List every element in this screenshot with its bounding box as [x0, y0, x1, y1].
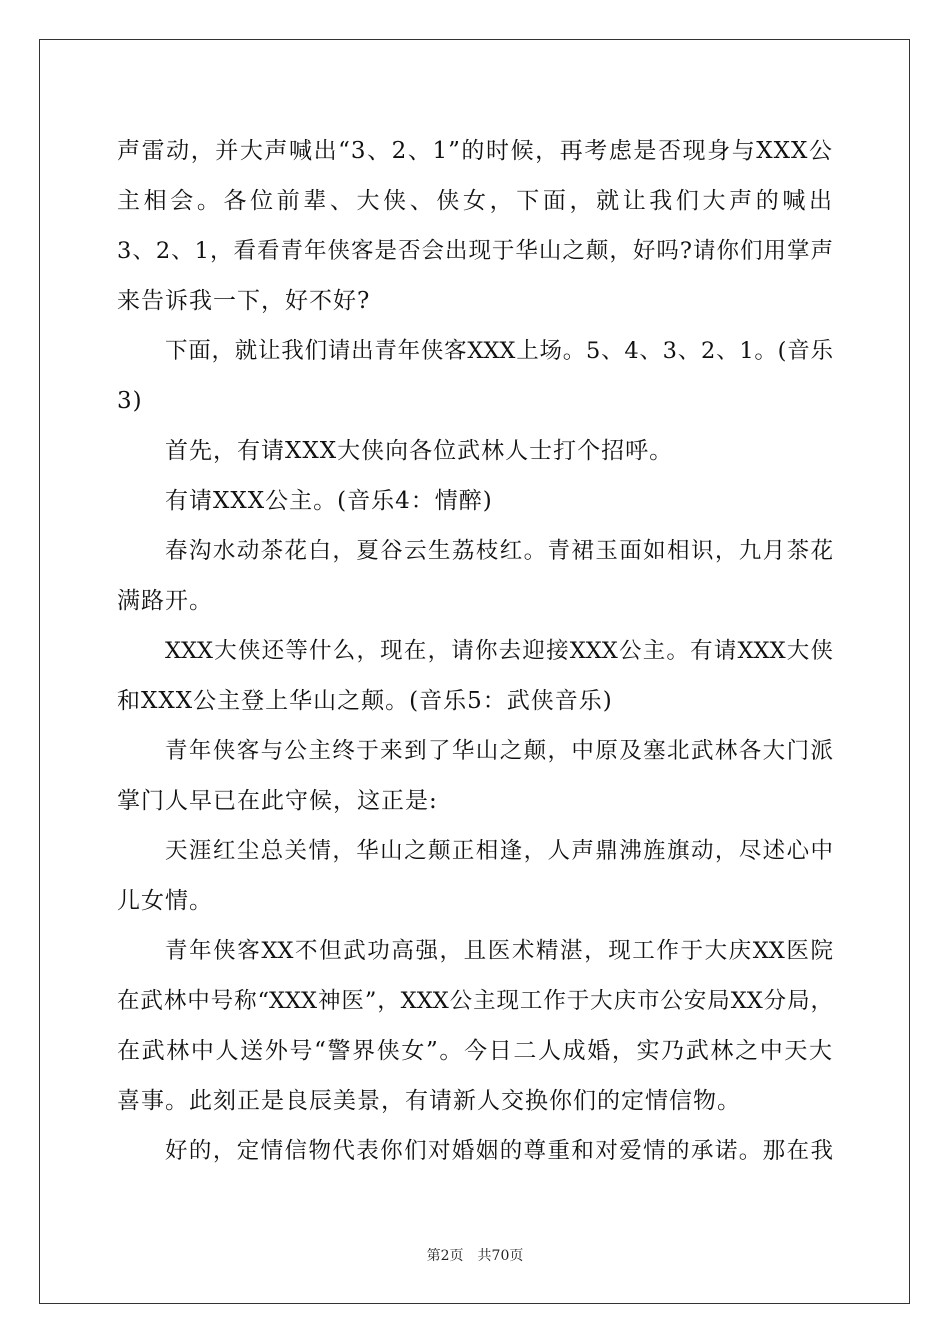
text-line: 在武林中号称“XXX神医”，XXX公主现工作于大庆市公安局XX分局，	[117, 988, 833, 1014]
page-number-footer: 第2页 共70页	[426, 1248, 524, 1264]
text-line: 在武林中人送外号“警界侠女”。今日二人成婚，实乃武林之中天大	[117, 1038, 833, 1064]
text-line: 有请XXX公主。(音乐4：情醉)	[165, 488, 493, 514]
text-line: 喜事。此刻正是良辰美景，有请新人交换你们的定情信物。	[117, 1088, 741, 1114]
text-line: 青年侠客XX不但武功高强，且医术精湛，现工作于大庆XX医院	[165, 938, 833, 964]
text-line: XXX大侠还等什么，现在，请你去迎接XXX公主。有请XXX大侠	[165, 638, 833, 664]
text-line: 3、2、1，看看青年侠客是否会出现于华山之颠，好吗?请你们用掌声	[117, 238, 833, 264]
text-line: 3)	[117, 388, 143, 414]
text-line: 来告诉我一下，好不好?	[117, 288, 371, 314]
text-line: 儿女情。	[117, 888, 213, 914]
text-line: 天涯红尘总关情，华山之颠正相逢，人声鼎沸旌旗动，尽述心中	[165, 838, 833, 864]
text-line: 下面，就让我们请出青年侠客XXX上场。5、4、3、2、1。(音乐	[165, 338, 833, 364]
text-line: 声雷动，并大声喊出“3、2、1”的时候，再考虑是否现身与XXX公	[117, 138, 833, 164]
text-line: 和XXX公主登上华山之颠。(音乐5：武侠音乐)	[117, 688, 613, 714]
text-line: 好的，定情信物代表你们对婚姻的尊重和对爱情的承诺。那在我	[165, 1138, 833, 1164]
document-body	[117, 126, 833, 1176]
text-line: 首先，有请XXX大侠向各位武林人士打个招呼。	[165, 438, 674, 464]
text-line: 青年侠客与公主终于来到了华山之颠，中原及塞北武林各大门派	[165, 738, 833, 764]
text-line: 主相会。各位前辈、大侠、侠女，下面，就让我们大声的喊出	[117, 188, 833, 214]
text-line: 满路开。	[117, 588, 213, 614]
text-line: 春沟水动茶花白，夏谷云生荔枝红。青裙玉面如相识，九月茶花	[165, 538, 833, 564]
text-line: 掌门人早已在此守候，这正是:	[117, 788, 438, 814]
